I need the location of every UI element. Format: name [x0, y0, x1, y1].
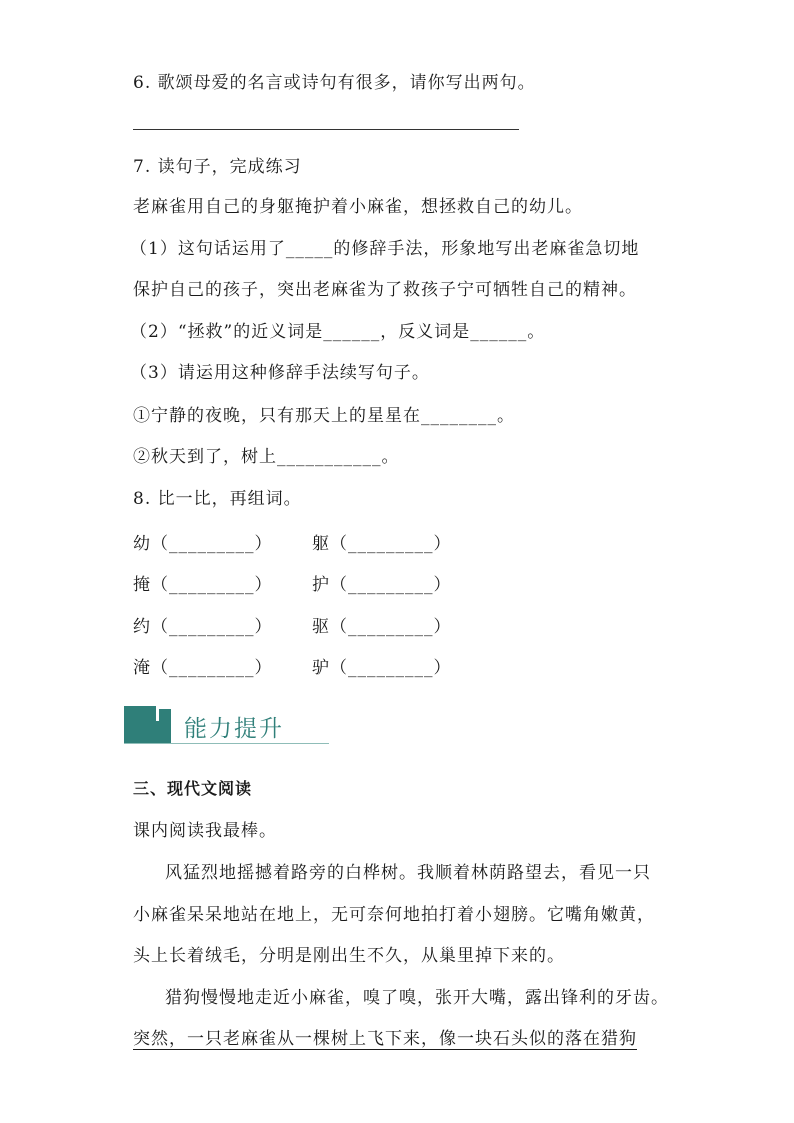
passage-para-2-line-2: 突然，一只老麻雀从一棵树上飞下来，像一块石头似的落在猎狗 [133, 1029, 637, 1049]
word-pair-left: 掩（_________） [133, 575, 273, 595]
passage-para-2-line-1: 猎狗慢慢地走近小麻雀，嗅了嗅，张开大嘴，露出锋利的牙齿。 [165, 988, 669, 1008]
word-pair-left: 淹（_________） [133, 658, 273, 678]
word-pair-right: 躯（_________） [312, 534, 452, 554]
passage-para-1-line-2: 小麻雀呆呆地站在地上，无可奈何地拍打着小翅膀。它嘴角嫩黄， [133, 905, 655, 925]
question-6: 6. 歌颂母爱的名言或诗句有很多，请你写出两句。 [133, 73, 536, 93]
section-title: 能力提升 [184, 716, 284, 742]
question-7-part-3-b: ②秋天到了，树上___________。 [133, 447, 400, 467]
question-7-part-3-a: ①宁静的夜晚，只有那天上的星星在________。 [133, 406, 515, 426]
banner-underline [124, 743, 329, 744]
answer-line [133, 129, 519, 130]
passage-para-1-line-3: 头上长着绒毛，分明是刚出生不久，从巢里掉下来的。 [133, 946, 565, 966]
banner-notch-inner [159, 709, 171, 721]
question-7-part-1-line-1: （1）这句话运用了_____的修辞手法，形象地写出老麻雀急切地 [130, 239, 640, 259]
word-pair-right: 护（_________） [312, 575, 452, 595]
question-7-part-1-line-2: 保护自己的孩子，突出老麻雀为了救孩子宁可牺牲自己的精神。 [133, 280, 637, 300]
question-7-sentence: 老麻雀用自己的身躯掩护着小麻雀，想拯救自己的幼儿。 [133, 197, 583, 217]
passage-para-1-line-1: 风猛烈地摇撼着路旁的白桦树。我顺着林荫路望去，看见一只 [165, 863, 651, 883]
section-banner [124, 706, 329, 746]
question-7-part-2: （2）“拯救”的近义词是______，反义词是______。 [130, 322, 546, 342]
word-pair-left: 约（_________） [133, 617, 273, 637]
section-3-heading: 三、现代文阅读 [133, 779, 253, 798]
question-7-title: 7. 读句子，完成练习 [133, 157, 302, 177]
word-pair-left: 幼（_________） [133, 534, 273, 554]
section-3-intro: 课内阅读我最棒。 [133, 821, 277, 841]
question-7-part-3: （3）请运用这种修辞手法续写句子。 [130, 363, 430, 383]
word-pair-right: 驱（_________） [312, 617, 452, 637]
word-pair-right: 驴（_________） [312, 658, 452, 678]
question-8-title: 8. 比一比，再组词。 [133, 489, 302, 509]
